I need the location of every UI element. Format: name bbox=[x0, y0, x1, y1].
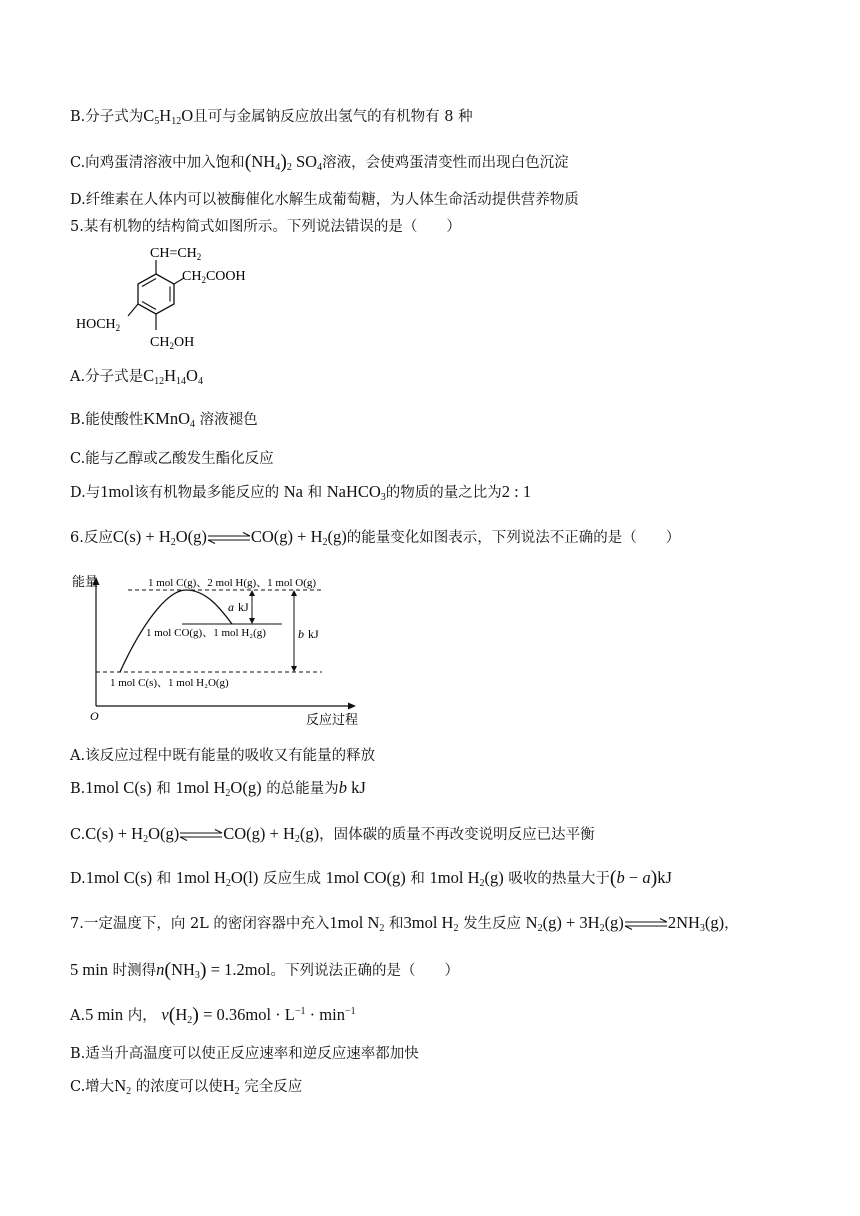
q6-option-a: A.该反应过程中既有能量的吸收又有能量的释放 bbox=[70, 748, 376, 764]
q7-option-b: B.适当升高温度可以使正反应速率和逆反应速率都加快 bbox=[70, 1046, 419, 1062]
q6-energy-diagram bbox=[70, 568, 370, 728]
q4-option-d: D.纤维素在人体内可以被酶催化水解生成葡萄糖，为人体生命活动提供营养物质 bbox=[70, 192, 579, 208]
q4-option-b: B.分子式为$C_5H_{12}O$且可与金属钠反应放出氢气的有机物有 8 种 bbox=[70, 106, 473, 127]
substituent-hoch2: $HOCH_2$ bbox=[76, 317, 121, 333]
origin-label: O bbox=[90, 709, 99, 723]
q5-stem: 5.某有机物的结构简式如图所示。下列说法错误的是（ ） bbox=[70, 219, 461, 235]
q5-option-c: C.能与乙醇或乙酸发生酯化反应 bbox=[70, 451, 274, 467]
level-bottom-label: 1 mol C(s)、1 mol H₂O(g) bbox=[110, 677, 229, 689]
b-unit: kJ bbox=[308, 627, 319, 641]
q5-option-b: B.能使酸性KMnO$_4$ 溶液褪色 bbox=[70, 409, 258, 430]
q6-stem: 6.反应$C(s) + H_2O(g) CO(g) + H_2(g)$的能量变化如图表示，下列说法不正确的是（ ） bbox=[70, 527, 681, 548]
a-unit: kJ bbox=[238, 600, 249, 614]
q7-stem-line2: 5 min 时测得$n(NH_3) = 1.2mol$。下列说法正确的是（ ） bbox=[70, 959, 459, 981]
x-axis-label: 反应过程 bbox=[306, 712, 359, 727]
q6-option-d: D.1mol C(s) 和 1mol $H_2O(l)$ 反应生成 1mol CO(g) 和 1mol $H_2(g)$ 吸收的热量大于(b − a)kJ bbox=[70, 867, 672, 889]
level-top-label: 1 mol C(g)、2 mol H(g)、1 mol O(g) bbox=[148, 577, 317, 589]
level-mid-label: 1 mol CO(g)、1 mol H₂(g) bbox=[146, 627, 266, 639]
q7-stem-line1: 7.一定温度下，向 2L 的密闭容器中充入1mol $N_2$ 和3mol $H_2$ 发生反应 $N_2(g) + 3H_2(g)$ $2NH_3(g)$， bbox=[70, 913, 739, 934]
substituent-vinyl: $CH=CH_2$ bbox=[150, 246, 202, 262]
q4-option-c: C.向鸡蛋清溶液中加入饱和$(NH_4)_2$ $SO_4$溶液，会使鸡蛋清变性而出现白色沉淀 bbox=[70, 151, 569, 173]
b-label: b bbox=[298, 627, 304, 641]
equilibrium-arrow-icon bbox=[207, 532, 251, 544]
q5-option-a: A.分子式是$C_{12}H_{14}O_4$ bbox=[70, 366, 203, 387]
q7-option-c: C.增大$N_2$ 的浓度可以使$H_2$ 完全反应 bbox=[70, 1076, 303, 1097]
substituent-ch2oh: $CH_2OH$ bbox=[150, 335, 195, 351]
q6-option-b: B.1mol C(s) 和 1mol $H_2O(g)$ 的总能量为b kJ bbox=[70, 778, 366, 799]
substituent-ch2cooh: $CH_2COOH$ bbox=[182, 269, 246, 285]
a-label: a bbox=[228, 600, 234, 614]
q7-option-a: A.5 min 内， $v(H_2) = 0.36mol \cdot L^{-1} \cdot \min^{-1}$ bbox=[70, 1004, 356, 1026]
equilibrium-arrow-icon bbox=[624, 918, 668, 930]
y-axis-label: 能量 bbox=[72, 574, 99, 589]
q5-option-d: D.与1mol该有机物最多能反应的 Na 和 NaHCO$_3$的物质的量之比为2 : 1 bbox=[70, 482, 532, 503]
q5-structure-diagram bbox=[70, 240, 270, 352]
q6-option-c: $C.C(s) + H_2O(g) CO(g) + H_2(g)$，固体碳的质量不再改变说明反应已达平衡 bbox=[70, 824, 595, 845]
equilibrium-arrow-icon bbox=[179, 829, 223, 841]
